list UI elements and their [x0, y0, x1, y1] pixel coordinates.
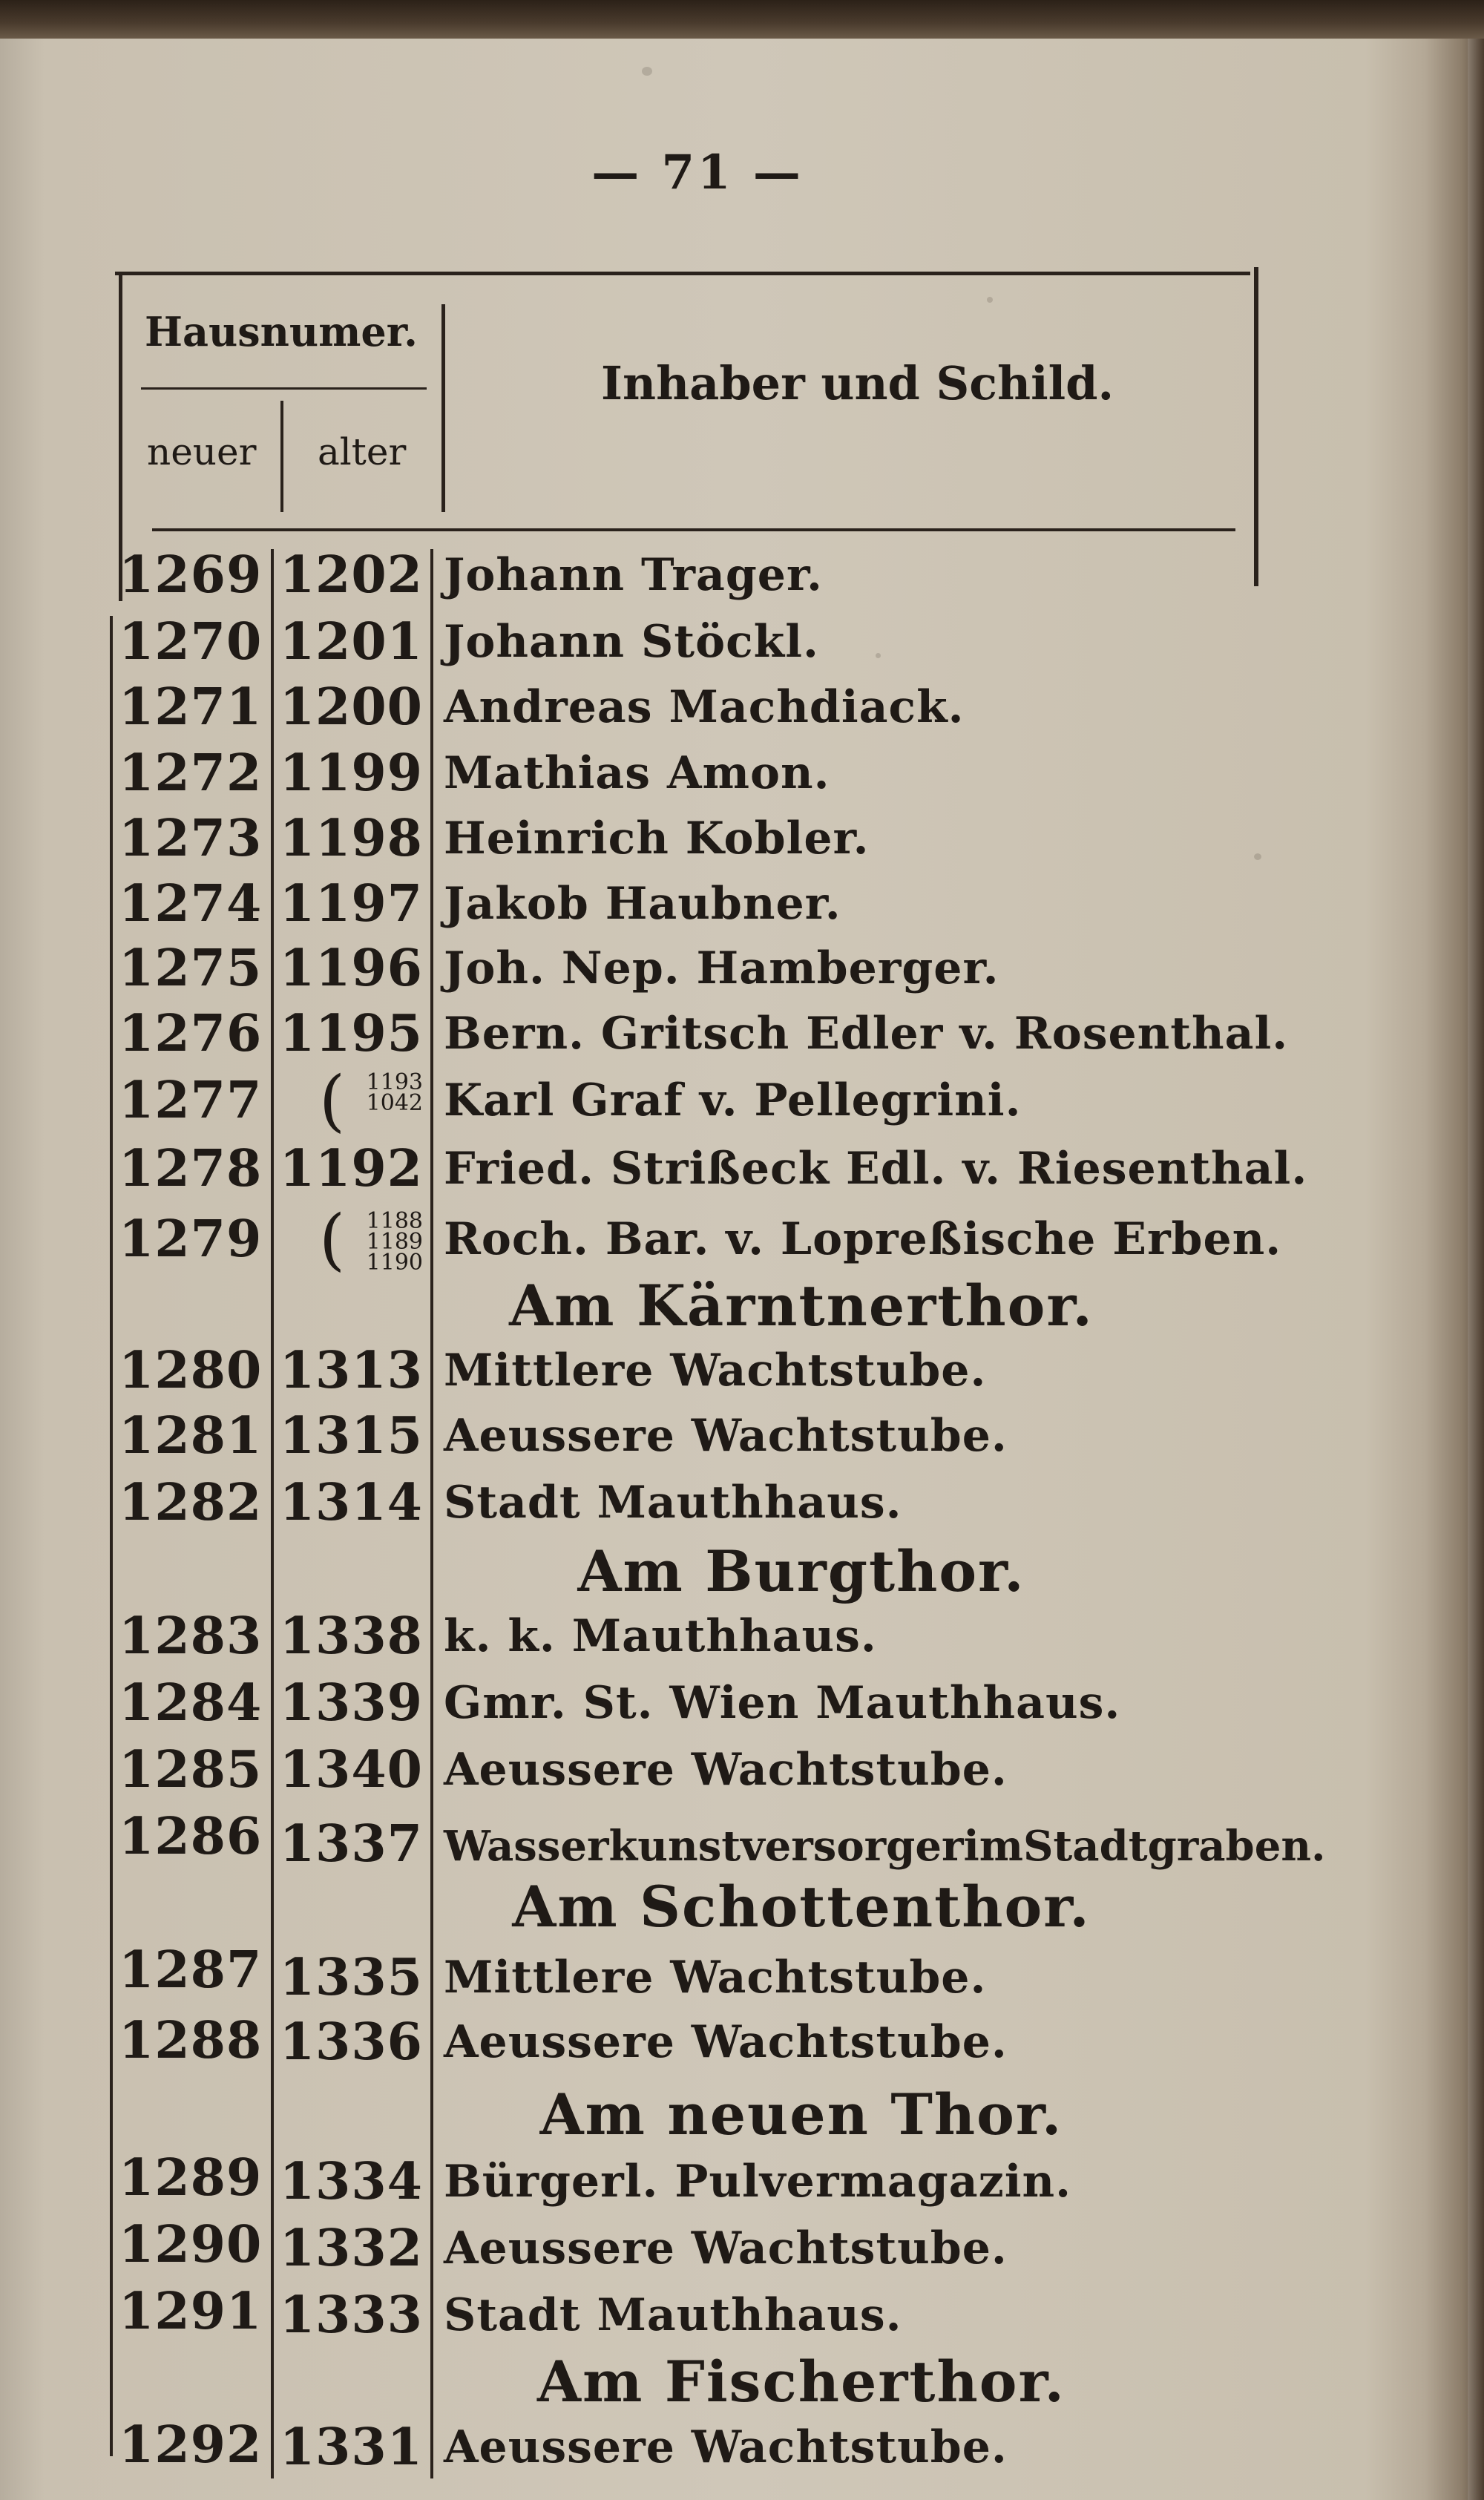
table-left-rule-lower — [110, 616, 113, 2456]
header-inhaber-und-schild: Inhaber und Schild. — [601, 356, 1114, 410]
cell-alter: 1332 — [279, 2219, 423, 2278]
cell-alter-value: 1193 — [366, 1069, 423, 1095]
cell-alter: 1195 — [279, 1004, 423, 1063]
cell-neuer: 1287 — [119, 1940, 263, 2000]
section-heading: Am Burgthor. — [577, 1538, 1025, 1604]
cell-alter: 1336 — [279, 2012, 423, 2072]
cell-neuer: 1288 — [119, 2011, 263, 2070]
cell-inhaber: Johann Stöckl. — [444, 616, 819, 668]
column-divider-old-name — [430, 549, 433, 2478]
cell-inhaber: Aeussere Wachtstube. — [444, 2222, 1008, 2274]
cell-neuer: 1273 — [119, 809, 263, 868]
cell-inhaber: Bern. Gritsch Edler v. Rosenthal. — [444, 1008, 1289, 1060]
cell-alter: 1331 — [279, 2418, 423, 2477]
page-edge-right — [1468, 39, 1484, 2500]
cell-neuer: 1289 — [119, 2148, 263, 2208]
table-top-rule — [115, 272, 1250, 275]
cell-alter: 1338 — [279, 1607, 423, 1666]
cell-inhaber: Aeussere Wachtstube. — [444, 1744, 1008, 1796]
cell-inhaber: Stadt Mauthhaus. — [444, 2289, 902, 2341]
column-divider-new-old — [271, 549, 274, 2478]
cell-inhaber: Aeussere Wachtstube. — [444, 1410, 1008, 1462]
cell-neuer: 1279 — [119, 1210, 263, 1269]
table-right-rule — [1254, 267, 1258, 586]
cell-neuer: 1278 — [119, 1139, 263, 1198]
cell-neuer: 1285 — [119, 1740, 263, 1799]
cell-alter: 1192 — [279, 1139, 423, 1198]
cell-neuer: 1269 — [119, 545, 263, 605]
cell-inhaber: Mittlere Wachtstube. — [444, 1952, 987, 2004]
cell-inhaber: Aeussere Wachtstube. — [444, 2016, 1008, 2068]
paper-speck — [876, 653, 881, 658]
cell-neuer: 1281 — [119, 1406, 263, 1466]
cell-inhaber: Stadt Mauthhaus. — [444, 1477, 902, 1529]
section-heading: Am Schottenthor. — [512, 1874, 1091, 1940]
cell-alter: 1334 — [279, 2152, 423, 2211]
section-heading: Am neuen Thor. — [539, 2081, 1063, 2148]
cell-alter: 1200 — [279, 678, 423, 737]
cell-alter-multi — [319, 1201, 423, 1279]
cell-neuer: 1291 — [119, 2282, 263, 2341]
cell-alter-value: 1042 — [366, 1090, 423, 1116]
cell-inhaber: Jakob Haubner. — [444, 878, 841, 930]
cell-alter: 1313 — [279, 1341, 423, 1400]
paper-speck — [1254, 853, 1261, 860]
cell-alter-value: 1190 — [366, 1250, 423, 1276]
header-divider — [441, 304, 445, 512]
header-bottom-rule — [152, 528, 1235, 531]
cell-alter: 1196 — [279, 939, 423, 998]
cell-alter: 1197 — [279, 874, 423, 934]
cell-neuer: 1276 — [119, 1004, 263, 1063]
cell-neuer: 1275 — [119, 939, 263, 998]
cell-neuer: 1280 — [119, 1341, 263, 1400]
cell-inhaber: Mathias Amon. — [444, 747, 830, 799]
cell-neuer: 1290 — [119, 2215, 263, 2274]
paper-speck — [987, 297, 993, 303]
neuer-alter-divider-header — [280, 401, 283, 512]
cell-inhaber: Karl Graf v. Pellegrini. — [444, 1075, 1022, 1126]
section-heading: Am Fischerthor. — [537, 2349, 1066, 2415]
cell-neuer: 1282 — [119, 1473, 263, 1532]
paper-speck — [642, 67, 652, 76]
cell-neuer: 1292 — [119, 2415, 263, 2475]
header-neuer: neuer — [147, 430, 257, 473]
cell-neuer: 1270 — [119, 612, 263, 672]
cell-inhaber: k. k. Mauthhaus. — [444, 1610, 877, 1662]
cell-alter: 1337 — [279, 1814, 423, 1874]
cell-alter: 1315 — [279, 1406, 423, 1466]
cell-inhaber: Johann Trager. — [444, 549, 823, 601]
cell-inhaber: Aeussere Wachtstube. — [444, 2421, 1008, 2473]
cell-inhaber: Mittlere Wachtstube. — [444, 1345, 987, 1397]
cell-alter: 1340 — [279, 1740, 423, 1799]
cell-inhaber: Fried. Strißeck Edl. v. Riesenthal. — [444, 1143, 1308, 1195]
cell-inhaber: Heinrich Kobler. — [444, 813, 870, 864]
page-number: — 71 — — [591, 145, 804, 200]
cell-alter: 1335 — [279, 1948, 423, 2007]
cell-neuer: 1283 — [119, 1607, 263, 1666]
cell-inhaber: Gmr. St. Wien Mauthhaus. — [444, 1677, 1121, 1729]
hausnumer-underline — [141, 387, 427, 390]
header-hausnumer: Hausnumer. — [145, 308, 418, 355]
cell-neuer: 1274 — [119, 874, 263, 934]
cell-inhaber: Andreas Machdiack. — [444, 681, 965, 733]
cell-alter-value: 1189 — [366, 1229, 423, 1255]
book-binding-top — [0, 0, 1484, 39]
cell-inhaber: WasserkunstversorgerimStadtgraben. — [444, 1822, 1326, 1871]
cell-alter-multi — [319, 1062, 423, 1140]
section-heading: Am Kärntnerthor. — [509, 1273, 1094, 1339]
cell-alter: 1333 — [279, 2286, 423, 2345]
cell-alter: 1202 — [279, 545, 423, 605]
cell-neuer: 1277 — [119, 1071, 263, 1130]
brace-glyph: ( — [319, 1062, 346, 1140]
cell-alter: 1198 — [279, 809, 423, 868]
cell-neuer: 1272 — [119, 744, 263, 803]
cell-alter: 1339 — [279, 1673, 423, 1733]
cell-alter: 1199 — [279, 744, 423, 803]
cell-neuer: 1271 — [119, 678, 263, 737]
brace-glyph: ( — [319, 1201, 346, 1279]
cell-neuer: 1286 — [119, 1807, 263, 1866]
cell-alter: 1201 — [279, 612, 423, 672]
cell-inhaber: Joh. Nep. Hamberger. — [444, 942, 999, 994]
cell-neuer: 1284 — [119, 1673, 263, 1733]
cell-alter-value: 1188 — [366, 1208, 423, 1234]
header-alter: alter — [318, 430, 407, 473]
cell-inhaber: Bürgerl. Pulvermagazin. — [444, 2156, 1072, 2208]
cell-inhaber: Roch. Bar. v. Lopreßische Erben. — [444, 1213, 1282, 1265]
cell-alter: 1314 — [279, 1473, 423, 1532]
